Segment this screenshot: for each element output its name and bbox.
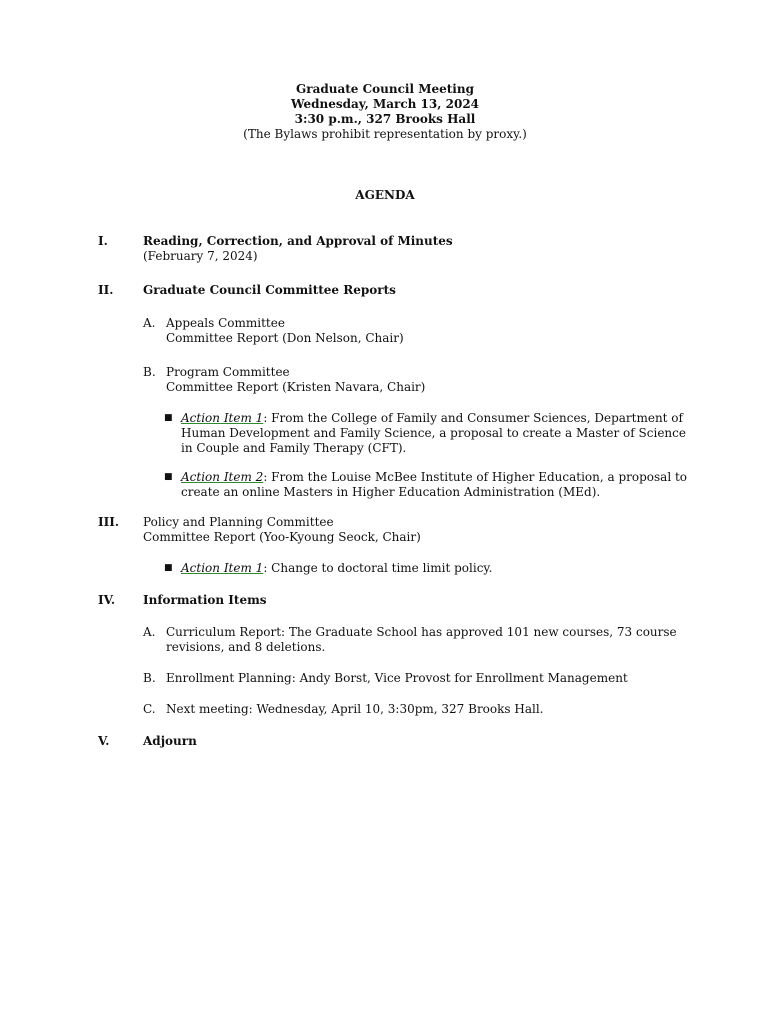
item-line: Program Committee xyxy=(166,365,290,379)
agenda-heading: AGENDA xyxy=(355,188,415,202)
item-letter: C. xyxy=(143,702,156,716)
meeting-time-place: 3:30 p.m., 327 Brooks Hall xyxy=(294,112,476,126)
action-item xyxy=(181,470,691,500)
action-item-text: : From the College of Family and Consumer Sciences, Department of Human Development and Family Science, a proposal to create a Master of Science in Couple and Family Therapy (CFT). xyxy=(181,411,686,455)
section-numeral: I. xyxy=(98,234,108,248)
section-title: Adjourn xyxy=(143,734,197,748)
section-minutes xyxy=(143,234,453,264)
section-committee-reports xyxy=(143,283,396,298)
section-numeral: V. xyxy=(98,734,110,748)
proxy-note: (The Bylaws prohibit representation by proxy.) xyxy=(243,127,527,141)
section-numeral: III. xyxy=(98,515,120,529)
action-item-text: : Change to doctoral time limit policy. xyxy=(263,561,493,575)
curriculum-report-item: Curriculum Report: The Graduate School has approved 101 new courses, 73 course revisions, and 8 deletions. xyxy=(166,625,677,654)
section-title: Policy and Planning Committee xyxy=(143,515,334,529)
section-numeral: IV. xyxy=(98,593,116,607)
item-letter: A. xyxy=(143,625,156,639)
item-letter: B. xyxy=(143,365,156,379)
appeals-committee-item xyxy=(166,316,696,346)
item-line: Appeals Committee xyxy=(166,316,285,330)
action-item-label: Action Item 2 xyxy=(181,470,264,484)
section-detail: (February 7, 2024) xyxy=(143,249,258,263)
action-item xyxy=(181,561,691,576)
item-letter: A. xyxy=(143,316,156,330)
meeting-title: Graduate Council Meeting xyxy=(296,82,474,96)
section-title: Information Items xyxy=(143,593,267,607)
square-bullet-icon: ■ xyxy=(164,563,173,573)
item-line: Committee Report (Don Nelson, Chair) xyxy=(166,331,404,345)
square-bullet-icon: ■ xyxy=(164,413,173,423)
meeting-date: Wednesday, March 13, 2024 xyxy=(290,97,480,111)
section-numeral: II. xyxy=(98,283,114,297)
action-item-label: Action Item 1 xyxy=(181,411,264,425)
action-item-label: Action Item 1 xyxy=(181,561,264,575)
section-information-items xyxy=(143,593,267,608)
item-line: Committee Report (Kristen Navara, Chair) xyxy=(166,380,426,394)
section-detail: Committee Report (Yoo-Kyoung Seock, Chair) xyxy=(143,530,421,544)
action-item xyxy=(181,411,691,456)
section-adjourn xyxy=(143,734,197,749)
next-meeting-item: Next meeting: Wednesday, April 10, 3:30pm, 327 Brooks Hall. xyxy=(166,702,544,716)
program-committee-item xyxy=(166,365,696,395)
item-letter: B. xyxy=(143,671,156,685)
section-policy-planning xyxy=(143,515,421,545)
enrollment-planning-item: Enrollment Planning: Andy Borst, Vice Provost for Enrollment Management xyxy=(166,671,628,685)
action-item-text: : From the Louise McBee Institute of Higher Education, a proposal to create an online Masters in Higher Education Administration (MEd). xyxy=(181,470,688,499)
section-title: Reading, Correction, and Approval of Minutes xyxy=(143,234,453,248)
square-bullet-icon: ■ xyxy=(164,472,173,482)
section-title: Graduate Council Committee Reports xyxy=(143,283,396,297)
meeting-header xyxy=(0,82,770,142)
